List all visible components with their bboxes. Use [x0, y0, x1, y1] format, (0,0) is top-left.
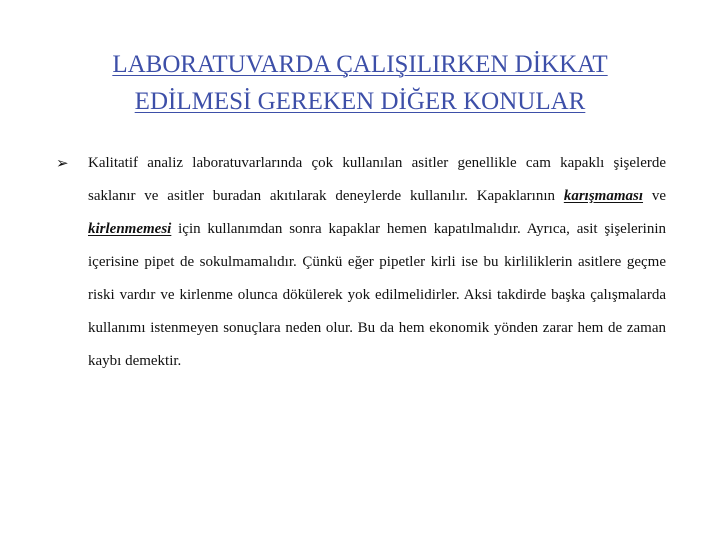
- emphasis-kirlenmemesi: kirlenmemesi: [88, 221, 172, 237]
- bullet-text-part-3: için kullanımdan sonra kapaklar hemen kapatılmalıdır. Ayrıca, asit şişelerinin içerisine pipet de sokulmamalıdır. Çünkü eğer pipetler kirli ise bu kirliliklerin asitlere geçme riski vardır ve kirlenme olunca dökülerek yok edilmelidirler. Aksi takdirde başka çalışmalarda kullanımı istenmeyen sonuçlara neden olur. Bu da hem ekonomik yönden zarar hem de zaman kaybı demektir.: [88, 221, 666, 369]
- emphasis-karismamasi: karışmaması: [563, 188, 644, 204]
- bullet-text-part-2: ve: [643, 188, 666, 204]
- bullet-text-part-1: Kalitatif analiz laboratuvarlarında çok kullanılan asitler genellikle cam kapaklı şişelerde saklanır ve asitler buradan akıtılarak deneylerde kullanılır. Kapaklarının: [88, 155, 666, 204]
- bullet-item: [56, 147, 666, 378]
- title-line-1: LABORATUVARDA ÇALIŞILIRKEN DİKKAT: [112, 51, 608, 78]
- bullet-list: [56, 147, 666, 378]
- title-line-2: EDİLMESİ GEREKEN DİĞER KONULAR: [134, 88, 586, 115]
- slide-title: [40, 46, 680, 120]
- arrow-bullet-icon: ➢: [56, 154, 69, 172]
